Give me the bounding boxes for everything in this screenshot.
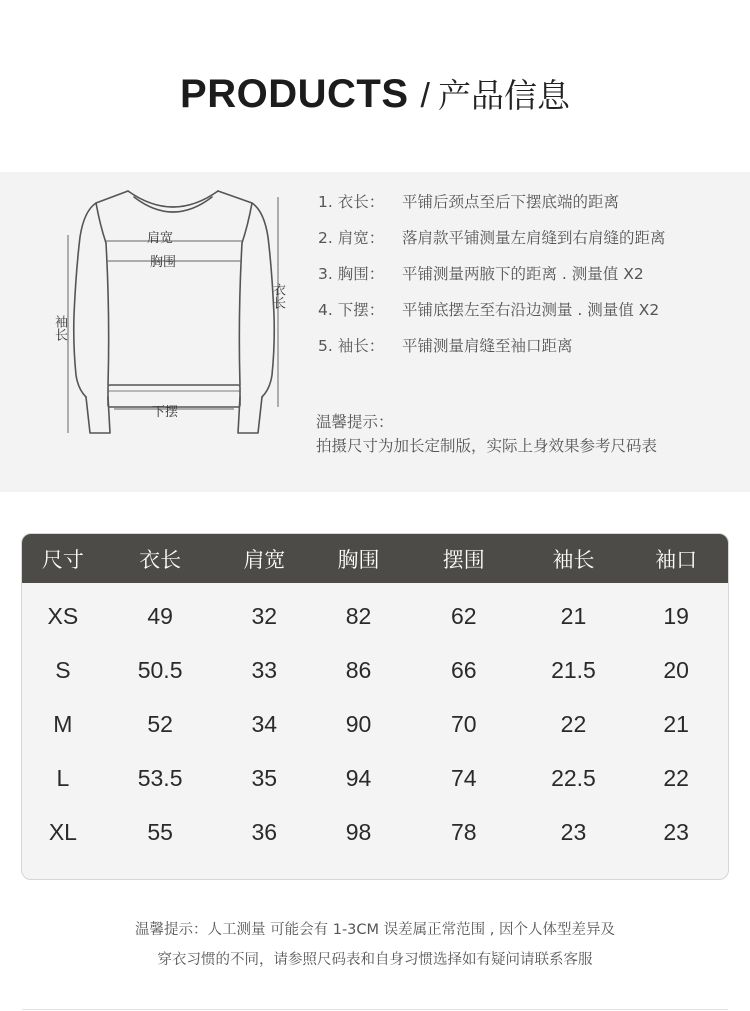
table-cell: M: [53, 710, 73, 737]
table-cell: 32: [251, 602, 278, 629]
measure-guide-section: [0, 172, 750, 492]
table-cell: 86: [345, 656, 372, 683]
diagram-label-length: 衣长: [270, 283, 285, 309]
photo-tips: [316, 410, 657, 458]
table-cell: L: [56, 764, 70, 791]
page-header: [0, 70, 750, 120]
measure-step: 4. 下摆： 平铺底摆左至右沿边测量 . 测量值 X2: [318, 301, 660, 319]
table-cell: 22: [663, 764, 689, 791]
table-row: [22, 589, 728, 643]
table-cell: 36: [251, 818, 278, 845]
title-cn: 产品信息: [437, 76, 570, 115]
header-length: 衣长: [139, 547, 182, 572]
table-cell: 21: [663, 710, 689, 737]
table-cell: 21: [560, 602, 587, 629]
table-cell: 70: [450, 710, 477, 737]
table-cell: 22: [560, 710, 587, 737]
diagram-label-hem: 下摆: [152, 405, 179, 420]
footnote: [0, 915, 750, 975]
table-cell: 94: [345, 764, 372, 791]
table-cell: 50.5: [137, 656, 183, 683]
table-row: [22, 751, 728, 805]
table-cell: 78: [450, 818, 477, 845]
table-cell: 90: [345, 710, 372, 737]
table-cell: 66: [450, 656, 477, 683]
diagram-label-shoulder: 肩宽: [147, 231, 174, 246]
tips-title: 温馨提示：: [316, 413, 394, 431]
table-row: [22, 697, 728, 751]
header-shoulder: 肩宽: [243, 547, 286, 572]
table-cell: 34: [251, 710, 278, 737]
header-chest: 胸围: [337, 547, 380, 572]
table-cell: XL: [48, 818, 77, 845]
table-cell: 23: [663, 818, 689, 845]
table-cell: S: [55, 656, 71, 683]
footnote-line: 穿衣习惯的不同，请参照尺码表和自身习惯选择如有疑问请联系客服: [157, 952, 593, 968]
table-cell: 19: [663, 602, 689, 629]
table-cell: XS: [47, 602, 79, 629]
measure-step: 1. 衣长： 平铺后颈点至后下摆底端的距离: [318, 193, 620, 211]
measure-step: 3. 胸围： 平铺测量两腋下的距离 . 测量值 X2: [318, 265, 644, 283]
table-cell: 20: [663, 656, 689, 683]
table-cell: 98: [345, 818, 372, 845]
title-separator: /: [420, 77, 430, 115]
table-cell: 55: [147, 818, 173, 845]
sweater-diagram: [46, 175, 304, 453]
header-hem: 摆围: [442, 547, 485, 572]
header-cuff: 袖口: [655, 547, 698, 572]
size-table-body: [22, 583, 728, 859]
table-row: [22, 805, 728, 859]
size-table: [21, 533, 729, 880]
header-sleeve: 袖长: [552, 547, 595, 572]
measure-steps-list: [318, 190, 738, 370]
table-cell: 35: [251, 764, 278, 791]
tips-text: 拍摄尺寸为加长定制版，实际上身效果参考尺码表: [316, 437, 658, 455]
title-en: PRODUCTS: [180, 72, 409, 116]
diagram-label-chest: 胸围: [150, 255, 177, 270]
footnote-line: 温馨提示：人工测量 可能会有 1-3CM 误差属正常范围 , 因个人体型差异及: [135, 922, 615, 938]
table-cell: 22.5: [551, 764, 596, 791]
table-cell: 53.5: [137, 764, 183, 791]
table-cell: 49: [147, 602, 173, 629]
table-cell: 33: [251, 656, 278, 683]
table-cell: 74: [450, 764, 477, 791]
size-table-header: [22, 534, 728, 583]
table-cell: 52: [147, 710, 173, 737]
header-size: 尺寸: [41, 547, 84, 572]
measure-step: 5. 袖长： 平铺测量肩缝至袖口距离: [318, 337, 573, 355]
diagram-label-sleeve: 袖长: [52, 315, 67, 341]
table-cell: 82: [345, 602, 372, 629]
table-cell: 62: [450, 602, 477, 629]
table-row: [22, 643, 728, 697]
divider: [22, 1009, 728, 1010]
measure-step: 2. 肩宽： 落肩款平铺测量左肩缝到右肩缝的距离: [318, 229, 666, 247]
table-cell: 21.5: [551, 656, 596, 683]
table-cell: 23: [560, 818, 587, 845]
